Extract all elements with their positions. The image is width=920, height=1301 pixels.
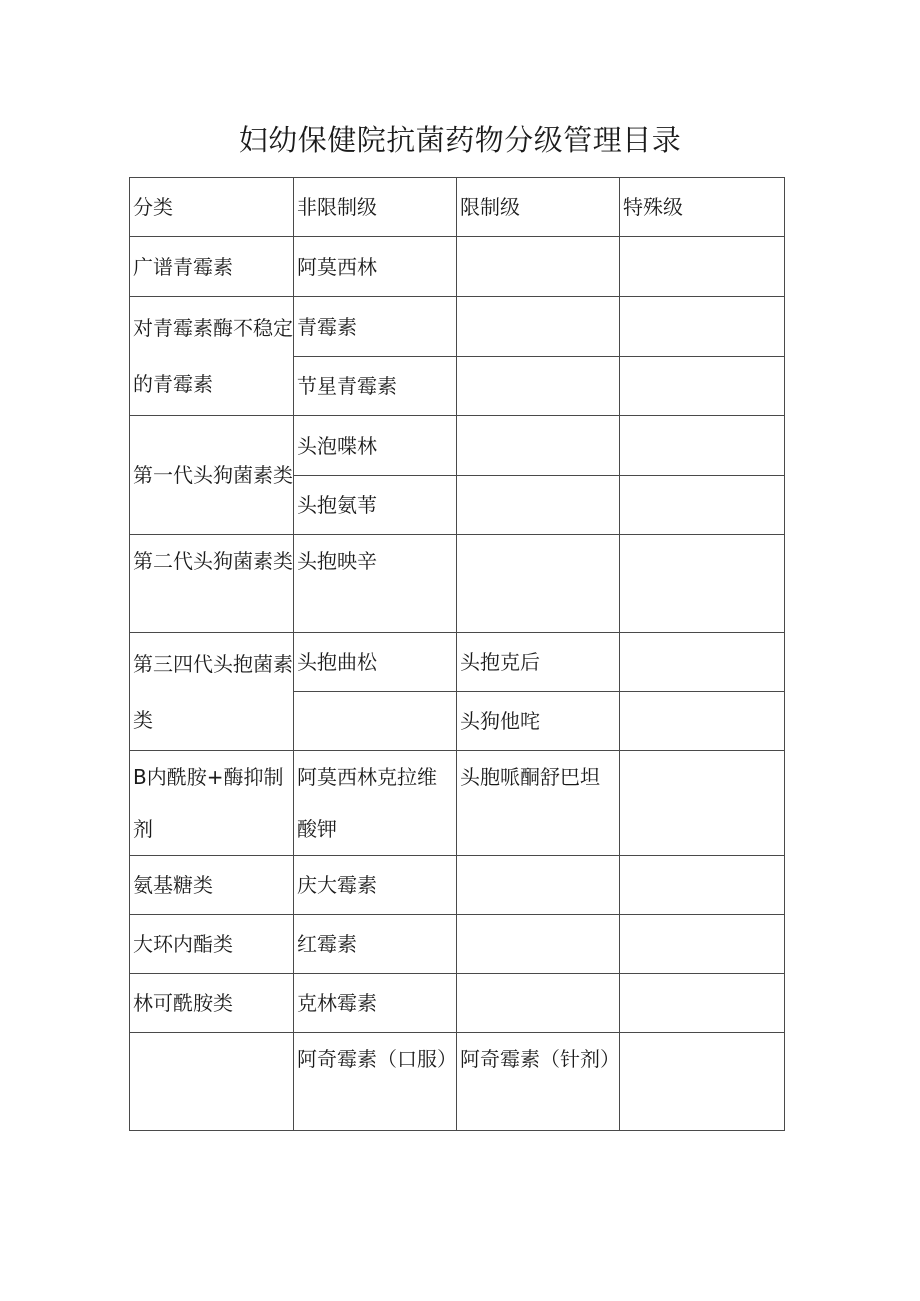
header-restricted: 限制级 xyxy=(457,178,620,237)
unrestricted-cell: 头抱映辛 xyxy=(294,535,457,633)
category-cell: 广谱青霉素 xyxy=(130,237,294,297)
table-header-row xyxy=(130,178,785,237)
category-cell xyxy=(130,297,294,416)
restricted-cell xyxy=(457,1033,620,1131)
unrestricted-cell: 克林霉素 xyxy=(294,974,457,1033)
unrestricted-cell: 头抱曲松 xyxy=(294,633,457,692)
special-cell xyxy=(620,357,785,416)
special-cell xyxy=(620,476,785,535)
table-row xyxy=(130,856,785,915)
table-row xyxy=(130,751,785,856)
category-cell xyxy=(130,416,294,535)
unrestricted-cell: 红霉素 xyxy=(294,915,457,974)
special-cell xyxy=(620,1033,785,1131)
special-cell xyxy=(620,297,785,357)
restricted-cell xyxy=(457,535,620,633)
category-text: 对青霉素酶不稳定的青霉素 xyxy=(133,316,293,396)
restricted-cell xyxy=(457,915,620,974)
table-row xyxy=(130,974,785,1033)
special-cell xyxy=(620,751,785,856)
header-category: 分类 xyxy=(130,178,294,237)
restricted-cell xyxy=(457,476,620,535)
unrestricted-cell: 头抱氨苇 xyxy=(294,476,457,535)
unrestricted-cell: 青霉素 xyxy=(294,297,457,357)
restricted-cell xyxy=(457,416,620,476)
special-cell xyxy=(620,633,785,692)
unrestricted-cell xyxy=(294,692,457,751)
special-cell xyxy=(620,974,785,1033)
special-cell xyxy=(620,692,785,751)
table-row xyxy=(130,1033,785,1131)
unrestricted-cell xyxy=(294,1033,457,1131)
header-unrestricted: 非限制级 xyxy=(294,178,457,237)
category-cell: 氨基糖类 xyxy=(130,856,294,915)
category-cell: 林可酰胺类 xyxy=(130,974,294,1033)
restricted-cell xyxy=(457,297,620,357)
special-cell xyxy=(620,237,785,297)
category-text: 第一代头狗菌素类 xyxy=(133,463,293,487)
restricted-cell xyxy=(457,237,620,297)
special-cell xyxy=(620,535,785,633)
table-row xyxy=(130,416,785,476)
restricted-cell xyxy=(457,751,620,856)
category-text: B内酰胺+酶抑制剂 xyxy=(133,765,284,841)
table-row xyxy=(130,915,785,974)
special-cell xyxy=(620,915,785,974)
restricted-cell xyxy=(457,974,620,1033)
category-cell xyxy=(130,633,294,751)
restricted-cell xyxy=(457,856,620,915)
header-special: 特殊级 xyxy=(620,178,785,237)
unrestricted-text: 阿奇霉素（口服） xyxy=(297,1047,457,1071)
unrestricted-cell xyxy=(294,751,457,856)
unrestricted-cell: 阿莫西林 xyxy=(294,237,457,297)
unrestricted-text: 阿莫西林克拉维酸钾 xyxy=(297,765,437,841)
table-row xyxy=(130,237,785,297)
unrestricted-cell: 庆大霉素 xyxy=(294,856,457,915)
unrestricted-cell: 头泡喋林 xyxy=(294,416,457,476)
special-cell xyxy=(620,416,785,476)
restricted-cell xyxy=(457,357,620,416)
category-text: 第二代头狗菌素类 xyxy=(133,549,293,573)
unrestricted-cell: 节星青霉素 xyxy=(294,357,457,416)
category-cell xyxy=(130,751,294,856)
page-title: 妇幼保健院抗菌药物分级管理目录 xyxy=(238,123,682,157)
antibiotic-classification-table xyxy=(129,177,785,1131)
restricted-text: 阿奇霉素（针剂） xyxy=(460,1047,620,1071)
special-cell xyxy=(620,856,785,915)
table-row xyxy=(130,297,785,357)
restricted-cell: 头抱克后 xyxy=(457,633,620,692)
category-cell xyxy=(130,535,294,633)
category-text: 第三四代头抱菌素类 xyxy=(133,651,293,732)
table-row xyxy=(130,633,785,692)
category-cell xyxy=(130,1033,294,1131)
category-cell: 大环内酯类 xyxy=(130,915,294,974)
table-row xyxy=(130,535,785,633)
restricted-cell: 头狗他咤 xyxy=(457,692,620,751)
restricted-text: 头胞哌酮舒巴坦 xyxy=(460,765,600,789)
